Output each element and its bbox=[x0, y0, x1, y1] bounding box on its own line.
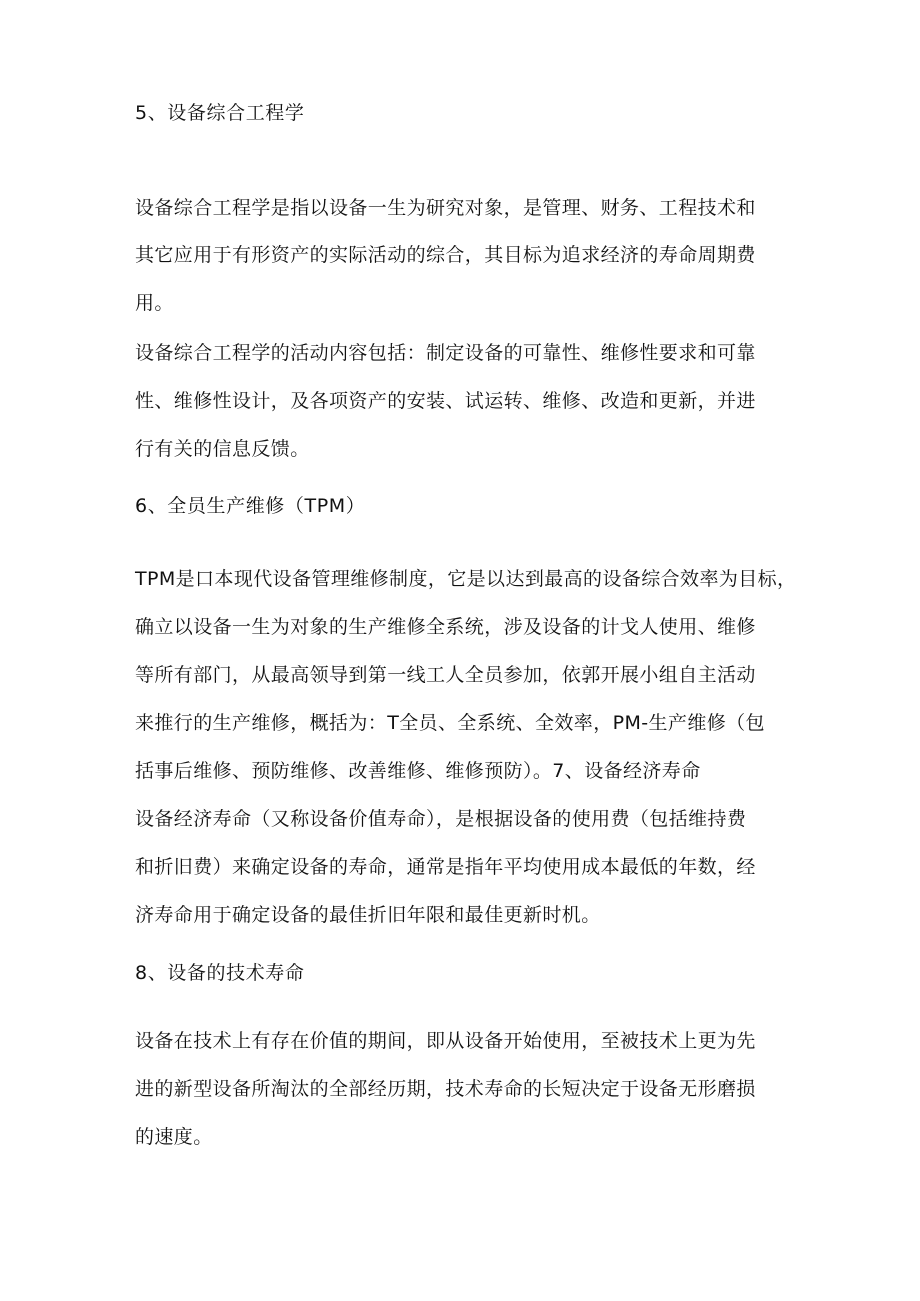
paragraph-line: 的速度。 bbox=[135, 1126, 213, 1148]
paragraph-line: 设备综合工程学是指以设备一生为研究对象，是管理、财务、工程技术和 bbox=[135, 197, 756, 219]
section-heading-5: 5、设备综合工程学 bbox=[135, 102, 305, 124]
paragraph-line: 其它应用于有形资产的实际活动的综合，其目标为追求经济的寿命周期费 bbox=[135, 244, 756, 266]
section-heading-8: 8、设备的技术寿命 bbox=[135, 962, 305, 984]
section-heading-6: 6、全员生产维修（TPM） bbox=[135, 495, 366, 517]
paragraph-line: 括事后维修、预防维修、改善维修、维修预防）。7、设备经济寿命 bbox=[135, 760, 701, 782]
paragraph-line: 行有关的信息反馈。 bbox=[135, 438, 310, 460]
paragraph-line: TPM是口本现代设备管理维修制度，它是以达到最高的设备综合效率为目标， bbox=[135, 568, 797, 590]
paragraph-line: 确立以设备一生为对象的生产维修全系统，涉及设备的计戈人使用、维修 bbox=[135, 616, 756, 638]
paragraph-line: 来推行的生产维修，概括为：T全员、全系统、全效率，PM-生产维修（包 bbox=[135, 712, 765, 734]
paragraph-line: 用。 bbox=[135, 292, 174, 314]
paragraph-line: 设备经济寿命（又称设备价值寿命），是根据设备的使用费（包括维持费 bbox=[135, 808, 747, 830]
paragraph-line: 进的新型设备所淘汰的全部经历期，技术寿命的长短决定于设备无形磨损 bbox=[135, 1078, 756, 1100]
paragraph-line: 和折旧费）来确定设备的寿命，通常是指年平均使用成本最低的年数，经 bbox=[135, 856, 756, 878]
paragraph-line: 设备在技术上有存在价值的期间，即从设备开始使用，至被技术上更为先 bbox=[135, 1030, 756, 1052]
paragraph-line: 济寿命用于确定设备的最佳折旧年限和最佳更新时机。 bbox=[135, 904, 601, 926]
paragraph-line: 设备综合工程学的活动内容包括：制定设备的可靠性、维修性要求和可靠 bbox=[135, 342, 756, 364]
paragraph-line: 性、维修性设计，及各项资产的安装、试运转、维修、改造和更新，并进 bbox=[135, 390, 756, 412]
paragraph-line: 等所有部门，从最高领导到第一线工人全员参加，依郭开展小组自主活动 bbox=[135, 664, 756, 686]
